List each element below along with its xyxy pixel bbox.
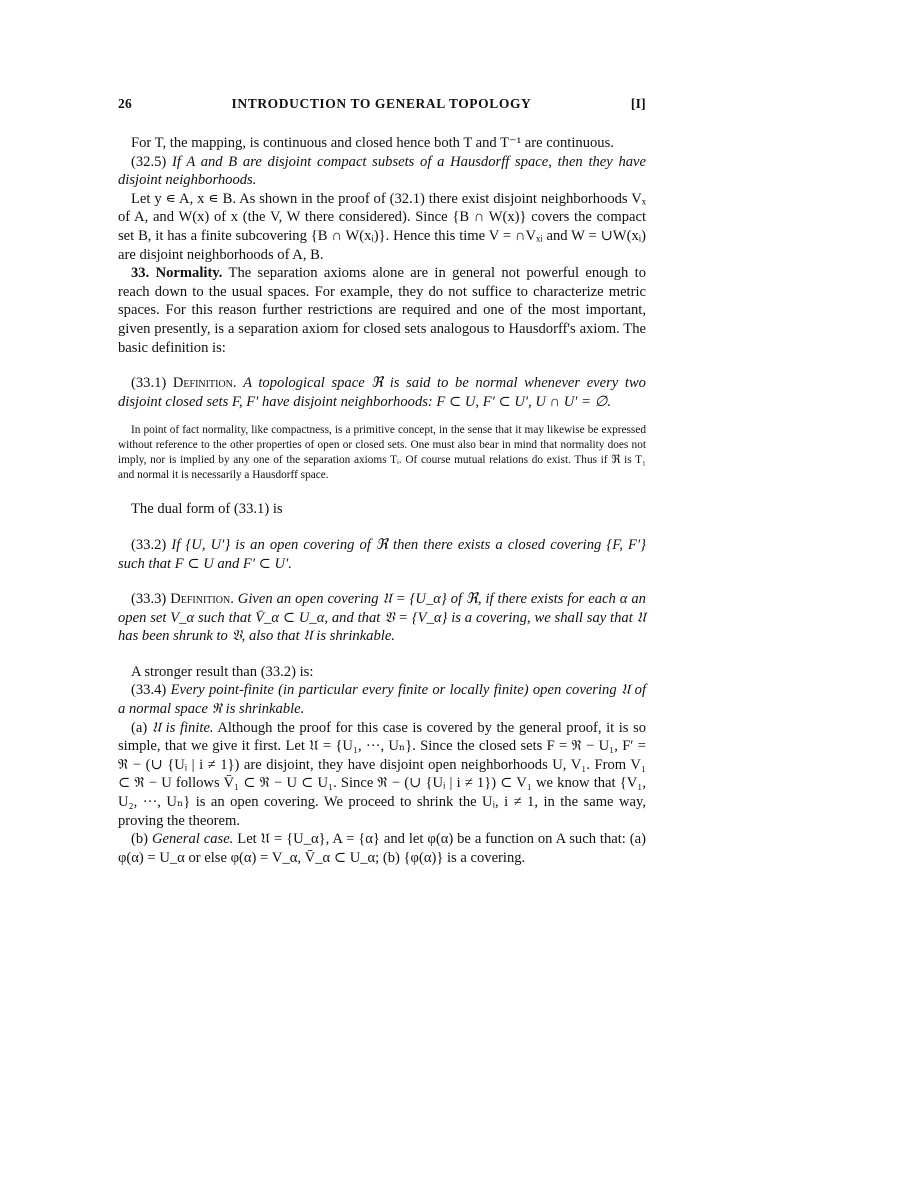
proposition-33-2: [118, 536, 646, 573]
definition-33-3: [118, 590, 646, 646]
paragraph-mapping: For T, the mapping, is continuous and closed hence both T and T⁻¹ are continuous.: [131, 135, 614, 151]
case-label: (b): [131, 831, 149, 848]
proposition-label: (33.4): [131, 682, 167, 699]
proposition-label: (33.2): [131, 536, 167, 553]
case-label: (a): [131, 719, 148, 736]
chapter-marker: [I]: [630, 96, 646, 111]
proposition-33-4: [118, 681, 646, 718]
proof-case-a: [118, 719, 646, 831]
section-normality: [118, 264, 646, 357]
page-number: 26: [118, 96, 133, 111]
proposition-text: If A and B are disjoint compact subsets of a Hausdorff space, then they have disjoint neighborhoods.: [118, 153, 647, 189]
running-header: [118, 96, 646, 112]
note-normality: In point of fact normality, like compactness, is a primitive concept, in the sense that it may likewise be expressed without reference to the other properties of open or closed sets. One must also bear in mind that normality does not imply, nor is implied by any one of the separation axioms Tᵢ. Of course mutual relations do exist. Thus if ℜ is T₁ and normal it is necessarily a Hausdorff space.: [118, 424, 646, 482]
page: [118, 96, 646, 867]
definition-label: (33.1): [131, 375, 167, 392]
stronger-result-line: A stronger result than (33.2) is:: [131, 663, 314, 680]
case-text: Let 𝔘 = {U_α}, A = {α} and let φ(α) be a function on A such that: (a) φ(α) = U_α or else φ(α) = V_α, V̄_α ⊂ U_α; (b) {φ(α)} is a covering.: [118, 831, 646, 866]
definition-label: (33.3): [131, 591, 167, 608]
case-heading: 𝔘 is finite.: [151, 719, 214, 736]
proposition-text: If {U, U′} is an open covering of ℜ then there exists a closed covering {F, F′} such that F ⊂ U and F′ ⊂ U′.: [118, 536, 647, 572]
section-text: The separation axioms alone are in general not powerful enough to reach down to the usual spaces. For example, they do not suffice to characterize metric spaces. For this reason further restrictions are required and one of the most important, given presently, is a separation axiom for closed sets analogous to Hausdorff's axiom. The basic definition is:: [118, 265, 646, 356]
section-heading: 33. Normality.: [131, 265, 223, 282]
definition-text: A topological space ℜ is said to be normal whenever every two disjoint closed sets F, F′ have disjoint neighborhoods: F ⊂ U, F′ ⊂ U′, U ∩ U′ = ∅.: [118, 375, 646, 410]
proof-case-b: [118, 830, 646, 867]
definition-33-1: [118, 374, 646, 411]
running-title: INTRODUCTION TO GENERAL TOPOLOGY: [231, 96, 532, 111]
definition-word: Definition.: [170, 591, 234, 608]
definition-text: Given an open covering 𝔘 = {U_α} of ℜ, if there exists for each α an open set V_α such that V̄_α ⊂ U_α, and that 𝔙 = {V_α} is a covering, we shall say that 𝔘 has been shrunk to 𝔙, also that 𝔘 is shrinkable.: [118, 591, 646, 645]
proposition-32-5: [118, 153, 646, 190]
definition-word: Definition.: [172, 375, 237, 392]
proposition-text: Every point-finite (in particular every finite or locally finite) open covering 𝔘 of a normal space ℜ is shrinkable.: [118, 682, 646, 718]
dual-form-line: The dual form of (33.1) is: [131, 501, 283, 518]
case-heading: General case.: [151, 831, 234, 848]
case-text: Although the proof for this case is covered by the general proof, it is so simple, that we give it first. Let 𝔘 = {U₁, ···, Uₙ}. Since the closed sets F = ℜ − U₁, F′ = ℜ − (∪ {Uᵢ | i ≠ 1}) are disjoint, they have disjoint open neighborhoods U, V₁. From V₁ ⊂ ℜ − U follows V̄₁ ⊂ ℜ − U ⊂ U₁. Since ℜ − (∪ {Uᵢ | i ≠ 1}) ⊂ V₁ we know that {V₁, U₂, ···, Uₙ} is an open covering. We proceed to shrink the Uᵢ, i ≠ 1, in the same way, proving the theorem.: [118, 719, 646, 829]
proposition-label: (32.5): [131, 153, 167, 170]
proof-32-5: Let y ∊ A, x ∊ B. As shown in the proof of (32.1) there exist disjoint neighborhoods Vₓ of A, and W(x) of x (the V, W there considered). Since {B ∩ W(x)} covers the compact set B, it has a finite subcovering {B ∩ W(xᵢ)}. Hence this time V = ∩Vₓᵢ and W = ∪W(xᵢ) are disjoint neighborhoods of A, B.: [118, 190, 646, 263]
